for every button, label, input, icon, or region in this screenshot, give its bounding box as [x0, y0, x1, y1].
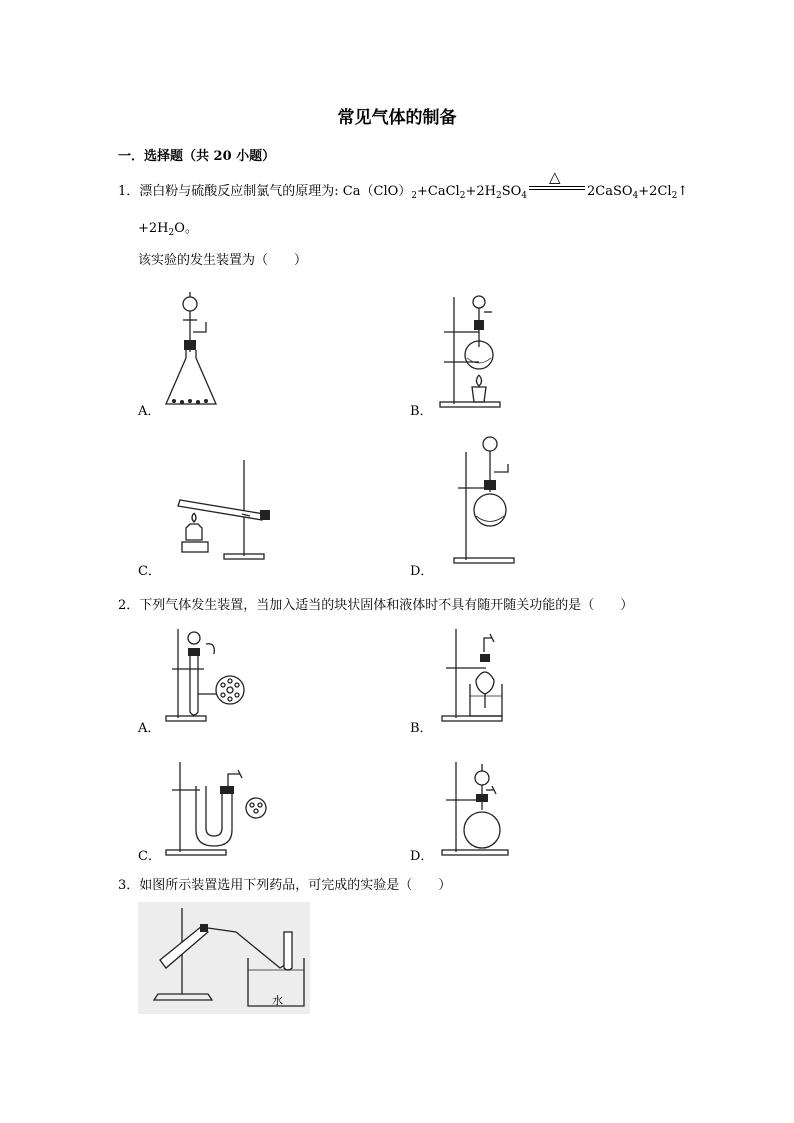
apparatus-test-tube-heating [164, 458, 284, 568]
gas-arrow: ↑ [677, 184, 689, 199]
apparatus-round-flask-funnel [436, 760, 526, 860]
equation-part: +2H [465, 184, 496, 199]
apparatus-tube-porous-plate [160, 624, 260, 724]
subscript: 2 [459, 191, 466, 201]
equation-part: O。 [174, 221, 198, 236]
q1-option-d: D． [410, 564, 434, 579]
subscript: 4 [521, 191, 527, 201]
question-1-line-2 [138, 217, 198, 238]
question-2 [118, 594, 633, 613]
question-text: 如图所示装置选用下列药品，可完成的实验是（ ） [139, 878, 452, 893]
apparatus-flask-burner [434, 292, 524, 412]
apparatus-flask-funnel [160, 292, 230, 412]
question-1-line-1 [118, 168, 689, 201]
q2-option-c: C． [138, 849, 161, 864]
q2-option-b: B． [410, 721, 433, 736]
question-number: 3． [118, 878, 140, 893]
subscript: 2 [411, 191, 417, 201]
question-text: 下列气体发生装置，当加入适当的块状固体和液体时不具有随开随关功能的是（ ） [139, 598, 634, 613]
question-1-stem: 该实验的发生装置为（ ） [138, 253, 308, 268]
section-heading: 一．选择题（共 20 小题） [118, 149, 276, 164]
equation-part: SO [501, 184, 522, 199]
equation-part: +2Cl [638, 184, 672, 199]
q1-option-c: C． [138, 564, 161, 579]
apparatus-flask-stand [450, 432, 530, 567]
equation-part: 漂白粉与硫酸反应制氯气的原理为: Ca（ClO） [139, 184, 412, 199]
apparatus-u-tube [160, 760, 280, 860]
equation-part: +2H [138, 221, 169, 236]
equals-line [529, 186, 585, 190]
q2-option-a: A． [138, 721, 161, 736]
question-number: 2． [118, 598, 140, 613]
page-title: 常见气体的制备 [337, 108, 457, 128]
subscript: 2 [495, 191, 502, 201]
q1-option-a: A． [138, 404, 161, 419]
subscript: 2 [168, 228, 175, 238]
apparatus-tube-beaker [436, 624, 526, 724]
question-number: 1． [118, 184, 140, 199]
q1-option-b: B． [410, 404, 433, 419]
gas-collection-apparatus [138, 902, 310, 1014]
water-label: 水 [272, 994, 283, 1007]
heat-symbol: △ [549, 168, 561, 186]
question-3 [118, 874, 451, 893]
equation-part: +CaCl [417, 184, 460, 199]
equation-part: 2CaSO [587, 184, 633, 199]
subscript: 4 [632, 191, 639, 201]
reaction-condition [527, 168, 587, 195]
q2-option-d: D． [410, 849, 434, 864]
subscript: 2 [671, 191, 678, 201]
